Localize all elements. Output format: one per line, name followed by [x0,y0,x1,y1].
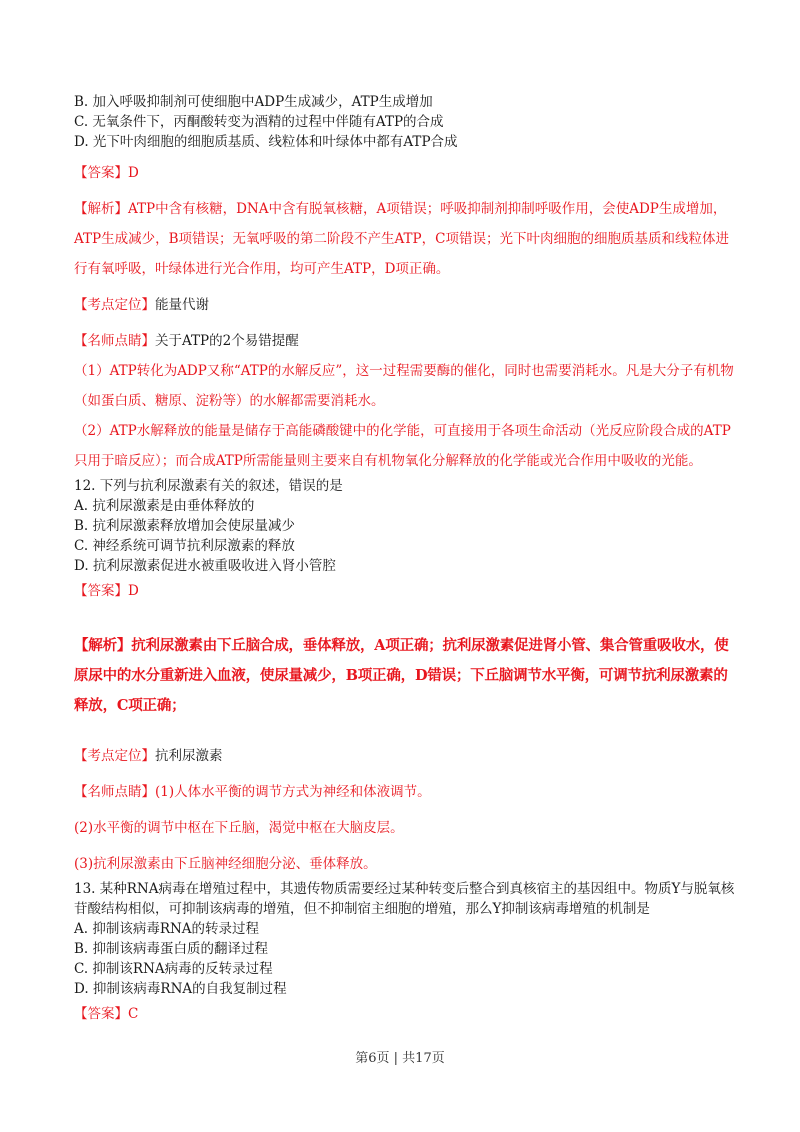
q13-option-d: D. 抑制该病毒RNA的自我复制过程 [74,981,287,997]
q13-stem: 13. 某种RNA病毒在增殖过程中，其遗传物质需要经过某种转变后整合到真核宿主的基因组中。物质Y与脱氧核苷酸结构相似，可抑制该病毒的增殖，但不抑制宿主细胞的增殖，那么Y抑制该病毒增殖的机制是 [74,881,735,917]
q12-option-d: D. 抗利尿激素促进水被重吸收进入肾小管腔 [74,558,336,574]
answer-value: C [128,1006,139,1022]
q13-option-a: A. 抑制该病毒RNA的转录过程 [74,921,260,937]
q12-keypoint [74,741,740,771]
q11-tip [74,326,740,356]
q12-stem: 12. 下列与抗利尿激素有关的叙述，错误的是 [74,478,343,494]
q12-option-a: A. 抗利尿激素是由垂体释放的 [74,498,255,514]
q11-option-d: D. 光下叶肉细胞的细胞质基质、线粒体和叶绿体中都有ATP合成 [74,134,458,150]
tip-tag: 【名师点睛】 [74,784,155,800]
answer-value: D [128,583,139,599]
q12-option-c: C. 神经系统可调节抗利尿激素的释放 [74,538,295,554]
q12-tip-3: (3)抗利尿激素由下丘脑神经细胞分泌、垂体释放。 [74,856,377,872]
q12-tip-2: (2)水平衡的调节中枢在下丘脑，渴觉中枢在大脑皮层。 [74,820,404,836]
answer-value: D [128,165,139,181]
answer-tag: 【答案】 [74,165,128,181]
analysis-text: ATP中含有核糖，DNA中含有脱氧核糖，A项错误；呼吸抑制剂抑制呼吸作用，会使ADP生成增加，ATP生成减少，B项错误；无氧呼吸的第二阶段不产生ATP，C项错误；光下叶肉细胞的细胞质基质和线粒体进行有氧呼吸，叶绿体进行光合作用，均可产生ATP，D项正确。 [74,201,729,277]
q11-option-c: C. 无氧条件下，丙酮酸转变为酒精的过程中伴随有ATP的合成 [74,114,444,130]
keypoint-tag: 【考点定位】 [74,748,155,764]
tip-tag: 【名师点睛】 [74,333,155,349]
q11-analysis [74,194,740,284]
q12-analysis: 【解析】抗利尿激素由下丘脑合成，垂体释放，A项正确；抗利尿激素促进肾小管、集合管重吸收水，使原尿中的水分重新进入血液，使尿量减少，B项正确，D错误；下丘脑调节水平衡，可调节抗利尿激素的释放，C项正确； [74,636,729,714]
q13-answer [74,999,740,1029]
q11-tip-2: （2）ATP水解释放的能量是储存于高能磷酸键中的化学能，可直接用于各项生命活动（光反应阶段合成的ATP只用于暗反应）；而合成ATP所需能量则主要来自有机物氧化分解释放的化学能或光合作用中吸收的光能。 [74,423,731,469]
q13-option-c: C. 抑制该RNA病毒的反转录过程 [74,961,273,977]
page-footer: 第6页 | 共17页 [355,1051,445,1066]
document-page [74,92,740,1029]
q13-option-b: B. 抑制该病毒蛋白质的翻译过程 [74,941,269,957]
q12-option-b: B. 抗利尿激素释放增加会使尿量减少 [74,518,296,534]
answer-tag: 【答案】 [74,1006,128,1022]
keypoint-tag: 【考点定位】 [74,297,155,313]
q12-tip [74,777,740,807]
q11-answer [74,158,740,188]
keypoint-text: 抗利尿激素 [155,748,223,764]
keypoint-text: 能量代谢 [155,297,209,313]
q11-keypoint [74,290,740,320]
q11-option-b: B. 加入呼吸抑制剂可使细胞中ADP生成减少，ATP生成增加 [74,94,433,110]
answer-tag: 【答案】 [74,583,128,599]
tip-text-1: (1)人体水平衡的调节方式为神经和体液调节。 [155,784,431,800]
q12-answer [74,576,740,606]
analysis-tag: 【解析】 [74,201,128,217]
tip-text: 关于ATP的2个易错提醒 [155,333,299,349]
q11-tip-1: （1）ATP转化为ADP又称“ATP的水解反应”，这一过程需要酶的催化，同时也需要消耗水。凡是大分子有机物（如蛋白质、糖原、淀粉等）的水解都需要消耗水。 [74,363,734,409]
